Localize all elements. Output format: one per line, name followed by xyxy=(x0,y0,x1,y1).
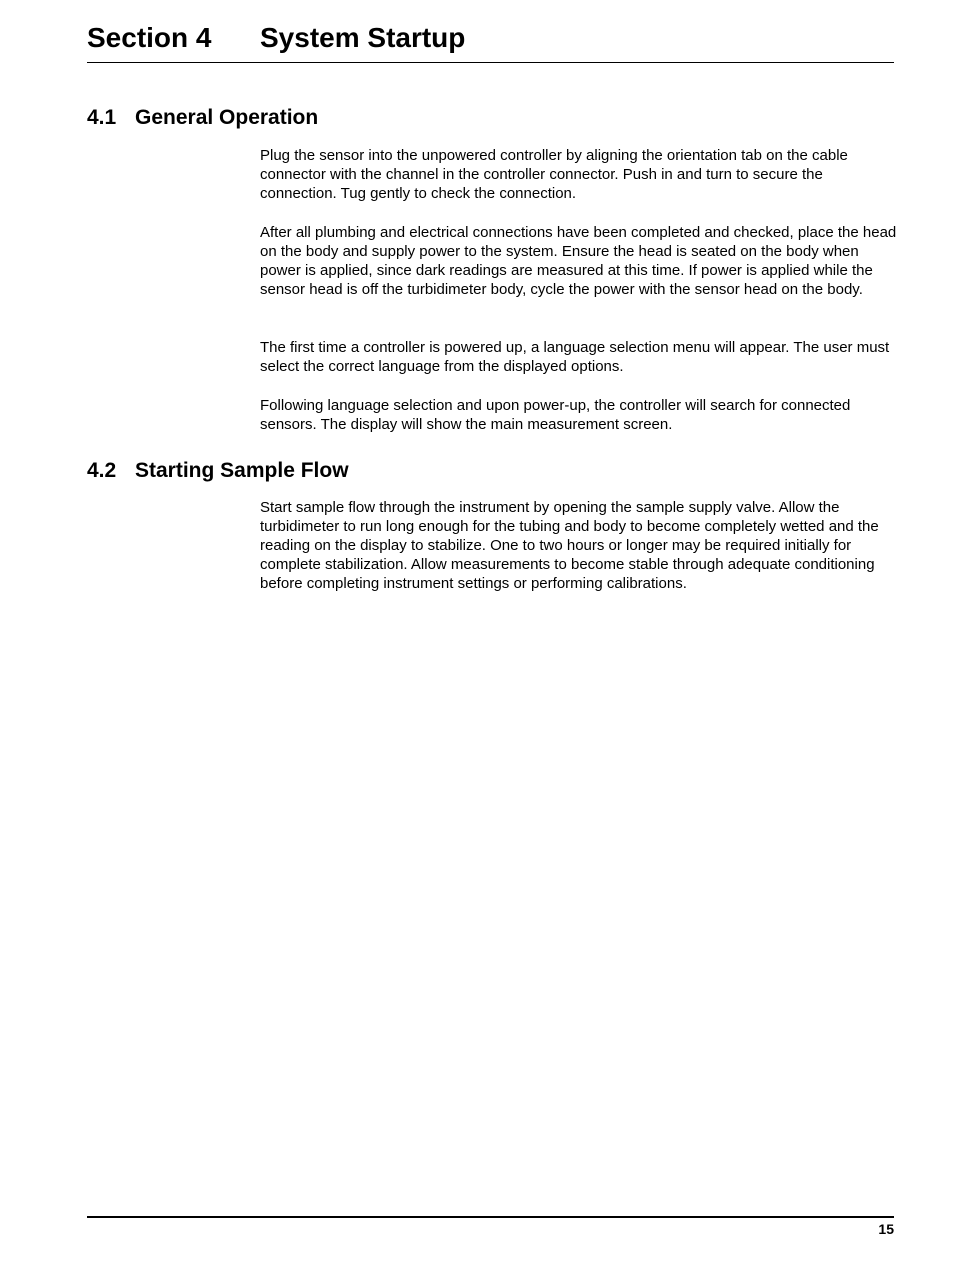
paragraph: Plug the sensor into the unpowered controller by aligning the orientation tab on the cable connector with the channel in the controller connector. Push in and turn to secure the connection. Tug gently to check the connection. xyxy=(260,147,848,203)
paragraph: Start sample flow through the instrument by opening the sample supply valve. Allow the turbidimeter to run long enough for the tubing and body to become completely wetted and the reading on the display to stabilize. One to two hours or longer may be required initially for complete stabilization. Allow measurements to become stable through adequate conditioning before completing instrument settings or performing calibrations. xyxy=(260,499,879,593)
section-title: System Startup xyxy=(260,22,466,53)
page-number: 15 xyxy=(878,1221,894,1237)
paragraph: Following language selection and upon power-up, the controller will search for connected sensors. The display will show the main measurement screen. xyxy=(260,397,851,434)
subsection-heading-starting-sample-flow xyxy=(87,458,349,484)
section-number: Section 4 xyxy=(87,22,212,53)
subsection-number: 4.2 xyxy=(87,459,117,482)
section-header xyxy=(87,18,894,63)
footer-divider xyxy=(87,1216,894,1218)
paragraph: After all plumbing and electrical connections have been completed and checked, place the head on the body and supply power to the system. Ensure the head is seated on the body when power is applied, since dark readings are measured at this time. If power is applied while the sensor head is off the turbidimeter body, cycle the power with the sensor head on the body. xyxy=(260,224,897,299)
subsection-title: General Operation xyxy=(135,106,319,129)
subsection-heading-general-operation xyxy=(87,105,318,131)
subsection-title: Starting Sample Flow xyxy=(135,459,349,482)
subsection-number: 4.1 xyxy=(87,106,117,129)
paragraph: The first time a controller is powered up, a language selection menu will appear. The user must select the correct language from the displayed options. xyxy=(260,339,890,376)
